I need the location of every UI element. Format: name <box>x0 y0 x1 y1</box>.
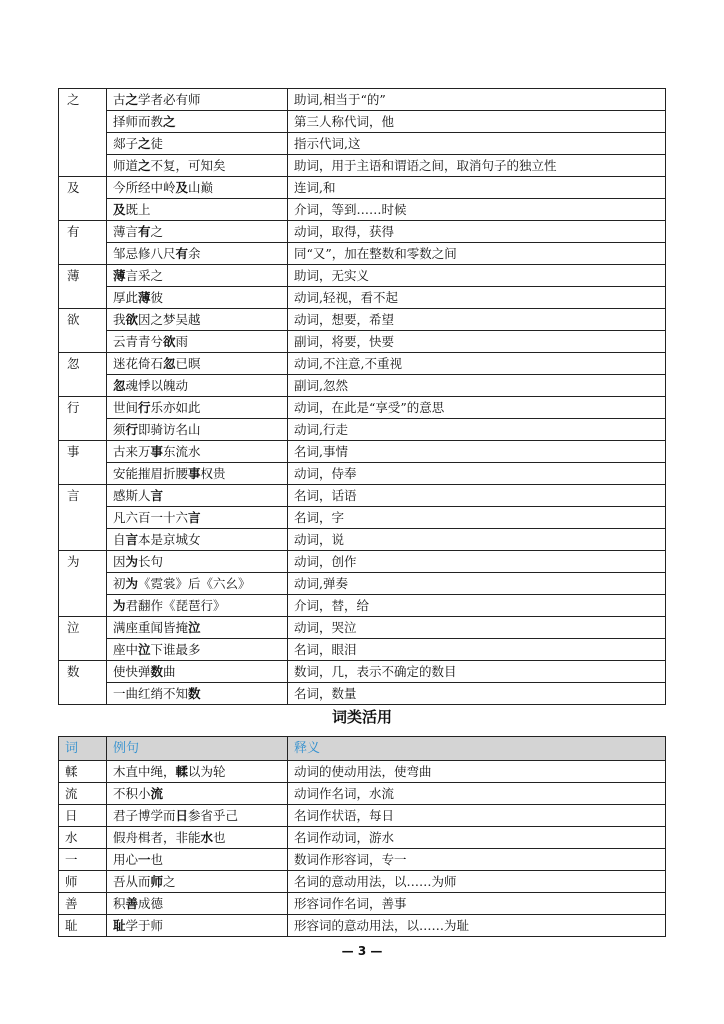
example-sentence <box>107 111 288 133</box>
example-sentence <box>107 761 288 783</box>
sentence-post: 即骑访名山 <box>138 422 201 437</box>
example-sentence <box>107 551 288 573</box>
head-word: 耻 <box>59 915 107 937</box>
table-row <box>59 463 666 485</box>
table-row <box>59 507 666 529</box>
sentence-post: 魂悸以魄动 <box>125 378 189 393</box>
sentence-post: 既上 <box>125 202 151 217</box>
highlighted-word: 流 <box>150 786 164 801</box>
highlighted-word: 行 <box>138 400 151 415</box>
sentence-pre: 迷花倚石 <box>113 356 164 371</box>
example-sentence <box>107 893 288 915</box>
example-sentence <box>107 639 288 661</box>
sentence-pre: 自 <box>113 532 126 547</box>
sentence-post: 以为轮 <box>188 764 226 779</box>
highlighted-word: 事 <box>150 444 164 459</box>
highlighted-word: 忽 <box>113 378 126 393</box>
head-word: 及 <box>59 177 107 221</box>
sentence-post: 因之梦吴越 <box>138 312 201 327</box>
sentence-post: 已暝 <box>175 356 201 371</box>
highlighted-word: 欲 <box>163 334 176 349</box>
highlighted-word: 有 <box>138 224 151 239</box>
sentence-pre: 世间 <box>113 400 139 415</box>
table-row <box>59 243 666 265</box>
sentence-post: 山巅 <box>188 180 214 195</box>
example-sentence <box>107 287 288 309</box>
table-row <box>59 761 666 783</box>
section-title: 词类活用 <box>331 708 392 726</box>
sentence-post: 下谁最多 <box>150 642 201 657</box>
head-word: 数 <box>59 661 107 705</box>
example-sentence <box>107 265 288 287</box>
meaning: 动词,行走 <box>288 419 666 441</box>
word-class-conversion-table <box>58 736 666 937</box>
sentence-post: 参省乎己 <box>188 808 239 823</box>
sentence-pre: 吾从而 <box>113 874 151 889</box>
highlighted-word: 之 <box>138 158 151 173</box>
sentence-pre: 郯子 <box>113 136 139 151</box>
highlighted-word: 言 <box>188 510 201 525</box>
page-number: — 3 — <box>341 944 383 958</box>
example-sentence <box>107 243 288 265</box>
table-row <box>59 177 666 199</box>
table-row <box>59 849 666 871</box>
example-sentence <box>107 221 288 243</box>
highlighted-word: 薄 <box>138 290 151 305</box>
sentence-pre: 邹忌修八尺 <box>113 246 176 261</box>
table-row <box>59 551 666 573</box>
table-row <box>59 639 666 661</box>
highlighted-word: 之 <box>125 92 139 107</box>
table-row <box>59 441 666 463</box>
meaning: 动词，说 <box>288 529 666 551</box>
table-row <box>59 155 666 177</box>
meaning: 副词，将要，快要 <box>288 331 666 353</box>
sentence-pre: 木直中绳， <box>113 764 176 779</box>
highlighted-word: 水 <box>200 830 214 845</box>
meaning: 动词，侍奉 <box>288 463 666 485</box>
sentence-pre: 厚此 <box>113 290 139 305</box>
meaning: 数词，几，表示不确定的数目 <box>288 661 666 683</box>
table-row <box>59 199 666 221</box>
table-row <box>59 617 666 639</box>
highlighted-word: 有 <box>175 246 189 261</box>
example-sentence <box>107 199 288 221</box>
table-row <box>59 133 666 155</box>
sentence-pre: 凡六百一十六 <box>113 510 189 525</box>
sentence-post: 学于师 <box>125 918 164 933</box>
table-row <box>59 595 666 617</box>
example-sentence <box>107 397 288 419</box>
example-sentence <box>107 485 288 507</box>
table-row <box>59 331 666 353</box>
table-row <box>59 827 666 849</box>
example-sentence <box>107 441 288 463</box>
sentence-pre: 择师而教 <box>113 114 164 129</box>
sentence-pre: 安能摧眉折腰 <box>113 466 189 481</box>
table-row <box>59 111 666 133</box>
head-word: 言 <box>59 485 107 551</box>
sentence-post: 徒 <box>150 136 164 151</box>
example-sentence <box>107 353 288 375</box>
example-sentence <box>107 133 288 155</box>
header-example: 例句 <box>107 737 288 761</box>
meaning: 名词作状语，每日 <box>288 805 666 827</box>
highlighted-word: 忽 <box>163 356 176 371</box>
polysemy-table <box>58 88 666 705</box>
sentence-pre: 一曲红绡不知 <box>113 686 189 701</box>
highlighted-word: 数 <box>188 686 201 701</box>
meaning: 动词，在此是“享受”的意思 <box>288 397 666 419</box>
sentence-post: 也 <box>150 852 164 867</box>
meaning: 名词,事情 <box>288 441 666 463</box>
table-row <box>59 375 666 397</box>
sentence-post: 本是京城女 <box>138 532 201 547</box>
meaning: 形容词作名词，善事 <box>288 893 666 915</box>
table-row <box>59 309 666 331</box>
highlighted-word: 之 <box>138 136 151 151</box>
sentence-pre: 云青青兮 <box>113 334 164 349</box>
head-word: 师 <box>59 871 107 893</box>
meaning: 动词,轻视，看不起 <box>288 287 666 309</box>
table-row <box>59 573 666 595</box>
sentence-post: 彼 <box>150 290 164 305</box>
header-word: 词 <box>59 737 107 761</box>
example-sentence <box>107 155 288 177</box>
table-row <box>59 661 666 683</box>
sentence-pre: 因 <box>113 554 126 569</box>
example-sentence <box>107 177 288 199</box>
meaning: 指示代词,这 <box>288 133 666 155</box>
meaning: 名词的意动用法，以……为师 <box>288 871 666 893</box>
example-sentence <box>107 915 288 937</box>
sentence-post: 君翻作《琵琶行》 <box>125 598 226 613</box>
example-sentence <box>107 331 288 353</box>
highlighted-word: 善 <box>125 896 139 911</box>
table-row <box>59 485 666 507</box>
example-sentence <box>107 617 288 639</box>
sentence-post: 《霓裳》后《六幺》 <box>138 576 251 591</box>
sentence-post: 乐亦如此 <box>150 400 201 415</box>
example-sentence <box>107 309 288 331</box>
meaning: 动词，想要，希望 <box>288 309 666 331</box>
table-row <box>59 915 666 937</box>
table-row <box>59 783 666 805</box>
sentence-post: 长句 <box>138 554 164 569</box>
meaning: 名词，数量 <box>288 683 666 705</box>
highlighted-word: 言 <box>150 488 164 503</box>
highlighted-word: 及 <box>175 180 189 195</box>
table-row <box>59 397 666 419</box>
sentence-pre: 感斯人 <box>113 488 151 503</box>
highlighted-word: 为 <box>125 576 139 591</box>
table-row <box>59 805 666 827</box>
meaning: 动词的使动用法，使弯曲 <box>288 761 666 783</box>
meaning: 动词,不注意,不重视 <box>288 353 666 375</box>
meaning: 动词,弹奏 <box>288 573 666 595</box>
meaning: 介词，替，给 <box>288 595 666 617</box>
sentence-post: 余 <box>188 246 201 261</box>
sentence-post: 之 <box>163 874 176 889</box>
table-row <box>59 871 666 893</box>
sentence-pre: 古来万 <box>113 444 151 459</box>
table-row <box>59 287 666 309</box>
sentence-pre: 我 <box>113 312 126 327</box>
highlighted-word: 行 <box>125 422 139 437</box>
meaning: 名词，话语 <box>288 485 666 507</box>
table-row <box>59 529 666 551</box>
example-sentence <box>107 595 288 617</box>
example-sentence <box>107 573 288 595</box>
sentence-post: 言采之 <box>125 268 164 283</box>
example-sentence <box>107 683 288 705</box>
head-word: 日 <box>59 805 107 827</box>
sentence-post: 学者必有师 <box>138 92 201 107</box>
meaning: 同“又”，加在整数和零数之间 <box>288 243 666 265</box>
meaning: 助词，用于主语和谓语之间，取消句子的独立性 <box>288 155 666 177</box>
sentence-pre: 满座重闻皆掩 <box>113 620 189 635</box>
meaning: 动词作名词，水流 <box>288 783 666 805</box>
sentence-pre: 今所经中岭 <box>113 180 176 195</box>
meaning: 动词，取得，获得 <box>288 221 666 243</box>
highlighted-word: 耻 <box>113 918 126 933</box>
table-row <box>59 683 666 705</box>
table-row <box>59 419 666 441</box>
example-sentence <box>107 529 288 551</box>
sentence-post: 曲 <box>163 664 176 679</box>
highlighted-word: 欲 <box>125 312 139 327</box>
sentence-pre: 古 <box>113 92 126 107</box>
table-row <box>59 353 666 375</box>
head-word: 水 <box>59 827 107 849</box>
sentence-post: 之 <box>150 224 164 239</box>
example-sentence <box>107 463 288 485</box>
meaning: 助词,相当于“的” <box>288 89 666 111</box>
highlighted-word: 輮 <box>175 764 189 779</box>
meaning: 名词作动词，游水 <box>288 827 666 849</box>
meaning: 动词，哭泣 <box>288 617 666 639</box>
highlighted-word: 师 <box>150 874 164 889</box>
table-row <box>59 89 666 111</box>
table-header-row <box>59 737 666 761</box>
head-word: 之 <box>59 89 107 177</box>
example-sentence <box>107 89 288 111</box>
head-word: 流 <box>59 783 107 805</box>
head-word: 善 <box>59 893 107 915</box>
highlighted-word: 数 <box>150 664 164 679</box>
head-word: 为 <box>59 551 107 617</box>
example-sentence <box>107 871 288 893</box>
head-word: 輮 <box>59 761 107 783</box>
sentence-post: 也 <box>213 830 226 845</box>
sentence-pre: 不积小 <box>113 786 151 801</box>
table-row <box>59 893 666 915</box>
example-sentence <box>107 827 288 849</box>
example-sentence <box>107 849 288 871</box>
meaning: 第三人称代词，他 <box>288 111 666 133</box>
meaning: 副词,忽然 <box>288 375 666 397</box>
example-sentence <box>107 783 288 805</box>
highlighted-word: 一 <box>138 852 151 867</box>
sentence-pre: 座中 <box>113 642 139 657</box>
meaning: 连词,和 <box>288 177 666 199</box>
meaning: 助词，无实义 <box>288 265 666 287</box>
sentence-pre: 假舟楫者，非能 <box>113 830 201 845</box>
highlighted-word: 泣 <box>188 620 201 635</box>
head-word: 事 <box>59 441 107 485</box>
highlighted-word: 及 <box>113 202 126 217</box>
sentence-post: 东流水 <box>163 444 201 459</box>
head-word: 泣 <box>59 617 107 661</box>
sentence-post: 雨 <box>175 334 189 349</box>
head-word: 薄 <box>59 265 107 309</box>
highlighted-word: 薄 <box>113 268 126 283</box>
table-row <box>59 265 666 287</box>
head-word: 行 <box>59 397 107 441</box>
sentence-post: 权贵 <box>200 466 226 481</box>
head-word: 欲 <box>59 309 107 353</box>
meaning: 数词作形容词，专一 <box>288 849 666 871</box>
sentence-pre: 君子博学而 <box>113 808 176 823</box>
sentence-post: 不复，可知矣 <box>150 158 226 173</box>
highlighted-word: 为 <box>125 554 139 569</box>
example-sentence <box>107 375 288 397</box>
sentence-pre: 使快弹 <box>113 664 151 679</box>
head-word: 忽 <box>59 353 107 397</box>
sentence-pre: 薄言 <box>113 224 139 239</box>
sentence-post: 成德 <box>138 896 164 911</box>
highlighted-word: 泣 <box>138 642 151 657</box>
sentence-pre: 须 <box>113 422 126 437</box>
head-word: 有 <box>59 221 107 265</box>
example-sentence <box>107 661 288 683</box>
highlighted-word: 日 <box>175 808 189 823</box>
header-meaning: 释义 <box>288 737 666 761</box>
sentence-pre: 积 <box>113 896 126 911</box>
table-row <box>59 221 666 243</box>
highlighted-word: 之 <box>163 114 176 129</box>
meaning: 介词，等到……时候 <box>288 199 666 221</box>
head-word: 一 <box>59 849 107 871</box>
sentence-pre: 初 <box>113 576 126 591</box>
highlighted-word: 为 <box>113 598 126 613</box>
example-sentence <box>107 507 288 529</box>
meaning: 形容词的意动用法，以……为耻 <box>288 915 666 937</box>
example-sentence <box>107 419 288 441</box>
highlighted-word: 言 <box>125 532 139 547</box>
meaning: 名词，字 <box>288 507 666 529</box>
meaning: 名词，眼泪 <box>288 639 666 661</box>
highlighted-word: 事 <box>188 466 201 481</box>
example-sentence <box>107 805 288 827</box>
sentence-pre: 用心 <box>113 852 139 867</box>
sentence-pre: 师道 <box>113 158 139 173</box>
meaning: 动词，创作 <box>288 551 666 573</box>
